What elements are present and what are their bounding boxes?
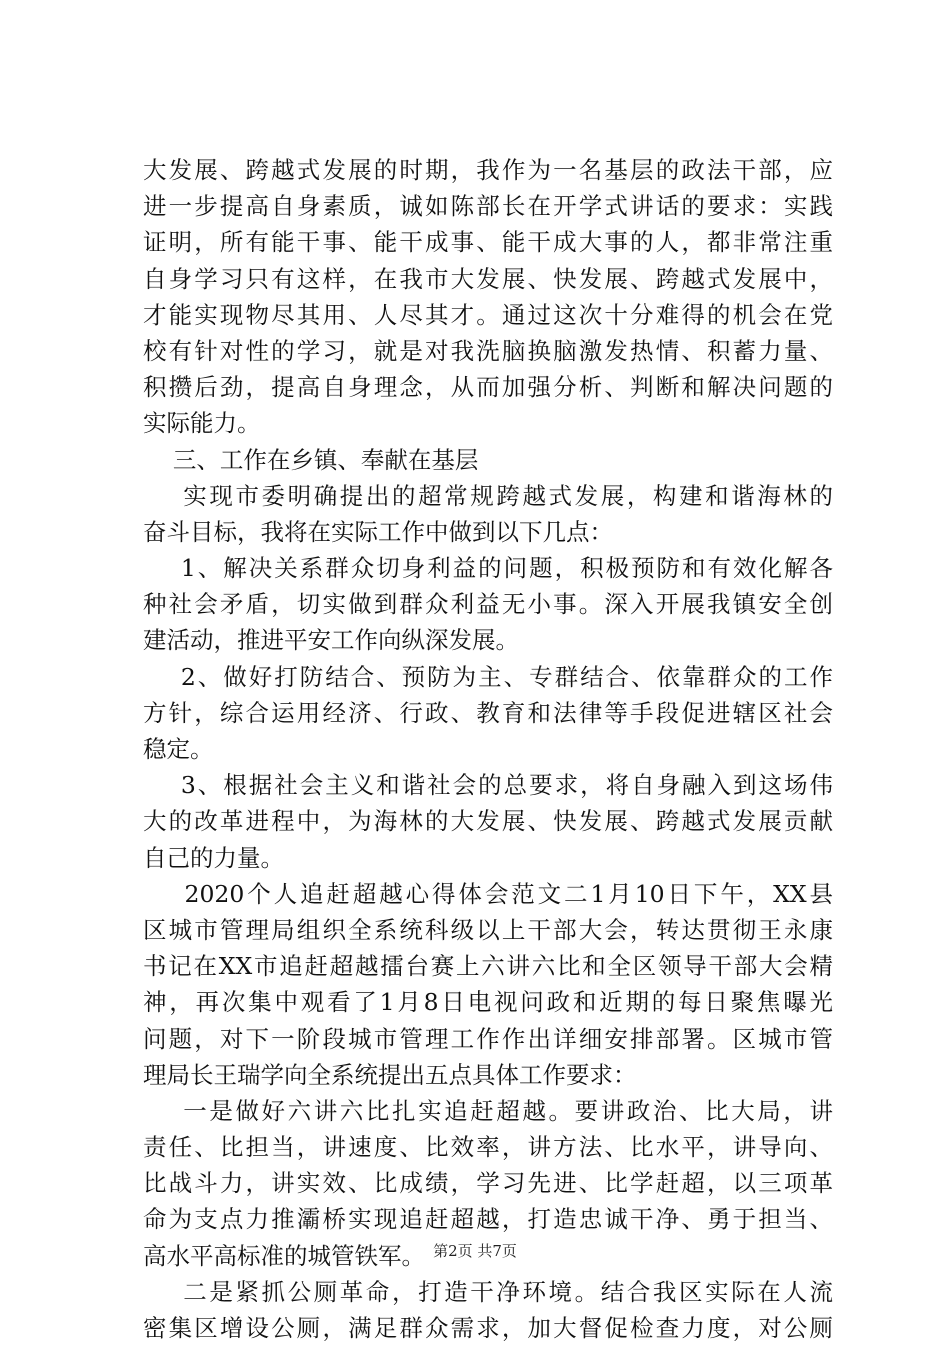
text-line: 大的改革进程中，为海林的大发展、快发展、跨越式发展贡献 xyxy=(143,807,833,836)
text-line: 稳定。 xyxy=(143,735,214,763)
text-line: 才能实现物尽其用、人尽其才。通过这次十分难得的机会在党 xyxy=(143,300,833,329)
page-footer: 第2页 共7页 xyxy=(433,1242,517,1260)
text-line: 证明，所有能干事、能干成事、能干成大事的人，都非常注重 xyxy=(143,228,833,257)
text-line: 实现市委明确提出的超常规跨越式发展，构建和谐海林的 xyxy=(143,481,833,510)
text-line: 命为支点力推灞桥实现追赶超越，打造忠诚干净、勇于担当、 xyxy=(143,1205,833,1234)
text-line: 一是做好六讲六比扎实追赶超越。要讲政治、比大局，讲 xyxy=(143,1096,833,1125)
text-line: 责任、比担当，讲速度、比效率，讲方法、比水平，讲导向、 xyxy=(143,1133,833,1162)
text-line: 进一步提高自身素质，诚如陈部长在开学式讲话的要求：实践 xyxy=(143,192,833,221)
text-line: 问题，对下一阶段城市管理工作作出详细安排部署。区城市管 xyxy=(143,1024,833,1053)
text-line: 自身学习只有这样，在我市大发展、快发展、跨越式发展中， xyxy=(143,264,833,293)
text-line: 3、根据社会主义和谐社会的总要求，将自身融入到这场伟 xyxy=(143,771,833,800)
text-line: 2、做好打防结合、预防为主、专群结合、依靠群众的工作 xyxy=(143,662,833,691)
text-line: 1、解决关系群众切身利益的问题，积极预防和有效化解各 xyxy=(143,554,833,583)
text-line: 三、工作在乡镇、奉献在基层 xyxy=(143,445,479,474)
text-line: 密集区增设公厕，满足群众需求，加大督促检查力度，对公厕 xyxy=(143,1314,833,1342)
text-line: 奋斗目标，我将在实际工作中做到以下几点： xyxy=(143,517,613,546)
text-line: 理局长王瑞学向全系统提出五点具体工作要求： xyxy=(143,1060,637,1089)
text-line: 校有针对性的学习，就是对我洗脑换脑激发热情、积蓄力量、 xyxy=(143,336,833,365)
text-line: 大发展、跨越式发展的时期，我作为一名基层的政法干部，应 xyxy=(143,156,833,184)
text-line: 自己的力量。 xyxy=(143,843,284,872)
text-line: 实际能力。 xyxy=(143,409,261,438)
text-line: 方针，综合运用经济、行政、教育和法律等手段促进辖区社会 xyxy=(143,698,833,727)
text-line: 2020个人追赶超越心得体会范文二1月10日下午，XX县 xyxy=(143,879,833,908)
text-line: 神，再次集中观看了1月8日电视问政和近期的每日聚焦曝光 xyxy=(143,988,833,1017)
text-line: 区城市管理局组织全系统科级以上干部大会，转达贯彻王永康 xyxy=(143,915,833,944)
text-line: 书记在XX市追赶超越擂台赛上六讲六比和全区领导干部大会精 xyxy=(143,952,833,981)
text-line: 比战斗力，讲实效、比成绩，学习先进、比学赶超，以三项革 xyxy=(143,1169,833,1198)
text-line: 种社会矛盾，切实做到群众利益无小事。深入开展我镇安全创 xyxy=(143,590,833,619)
text-line: 积攒后劲，提高自身理念，从而加强分析、判断和解决问题的 xyxy=(143,373,833,402)
body-text xyxy=(143,152,833,1346)
text-line: 建活动，推进平安工作向纵深发展。 xyxy=(143,626,519,655)
text-line: 二是紧抓公厕革命，打造干净环境。结合我区实际在人流 xyxy=(143,1277,833,1306)
text-line: 高水平高标准的城管铁军。 xyxy=(143,1241,425,1270)
